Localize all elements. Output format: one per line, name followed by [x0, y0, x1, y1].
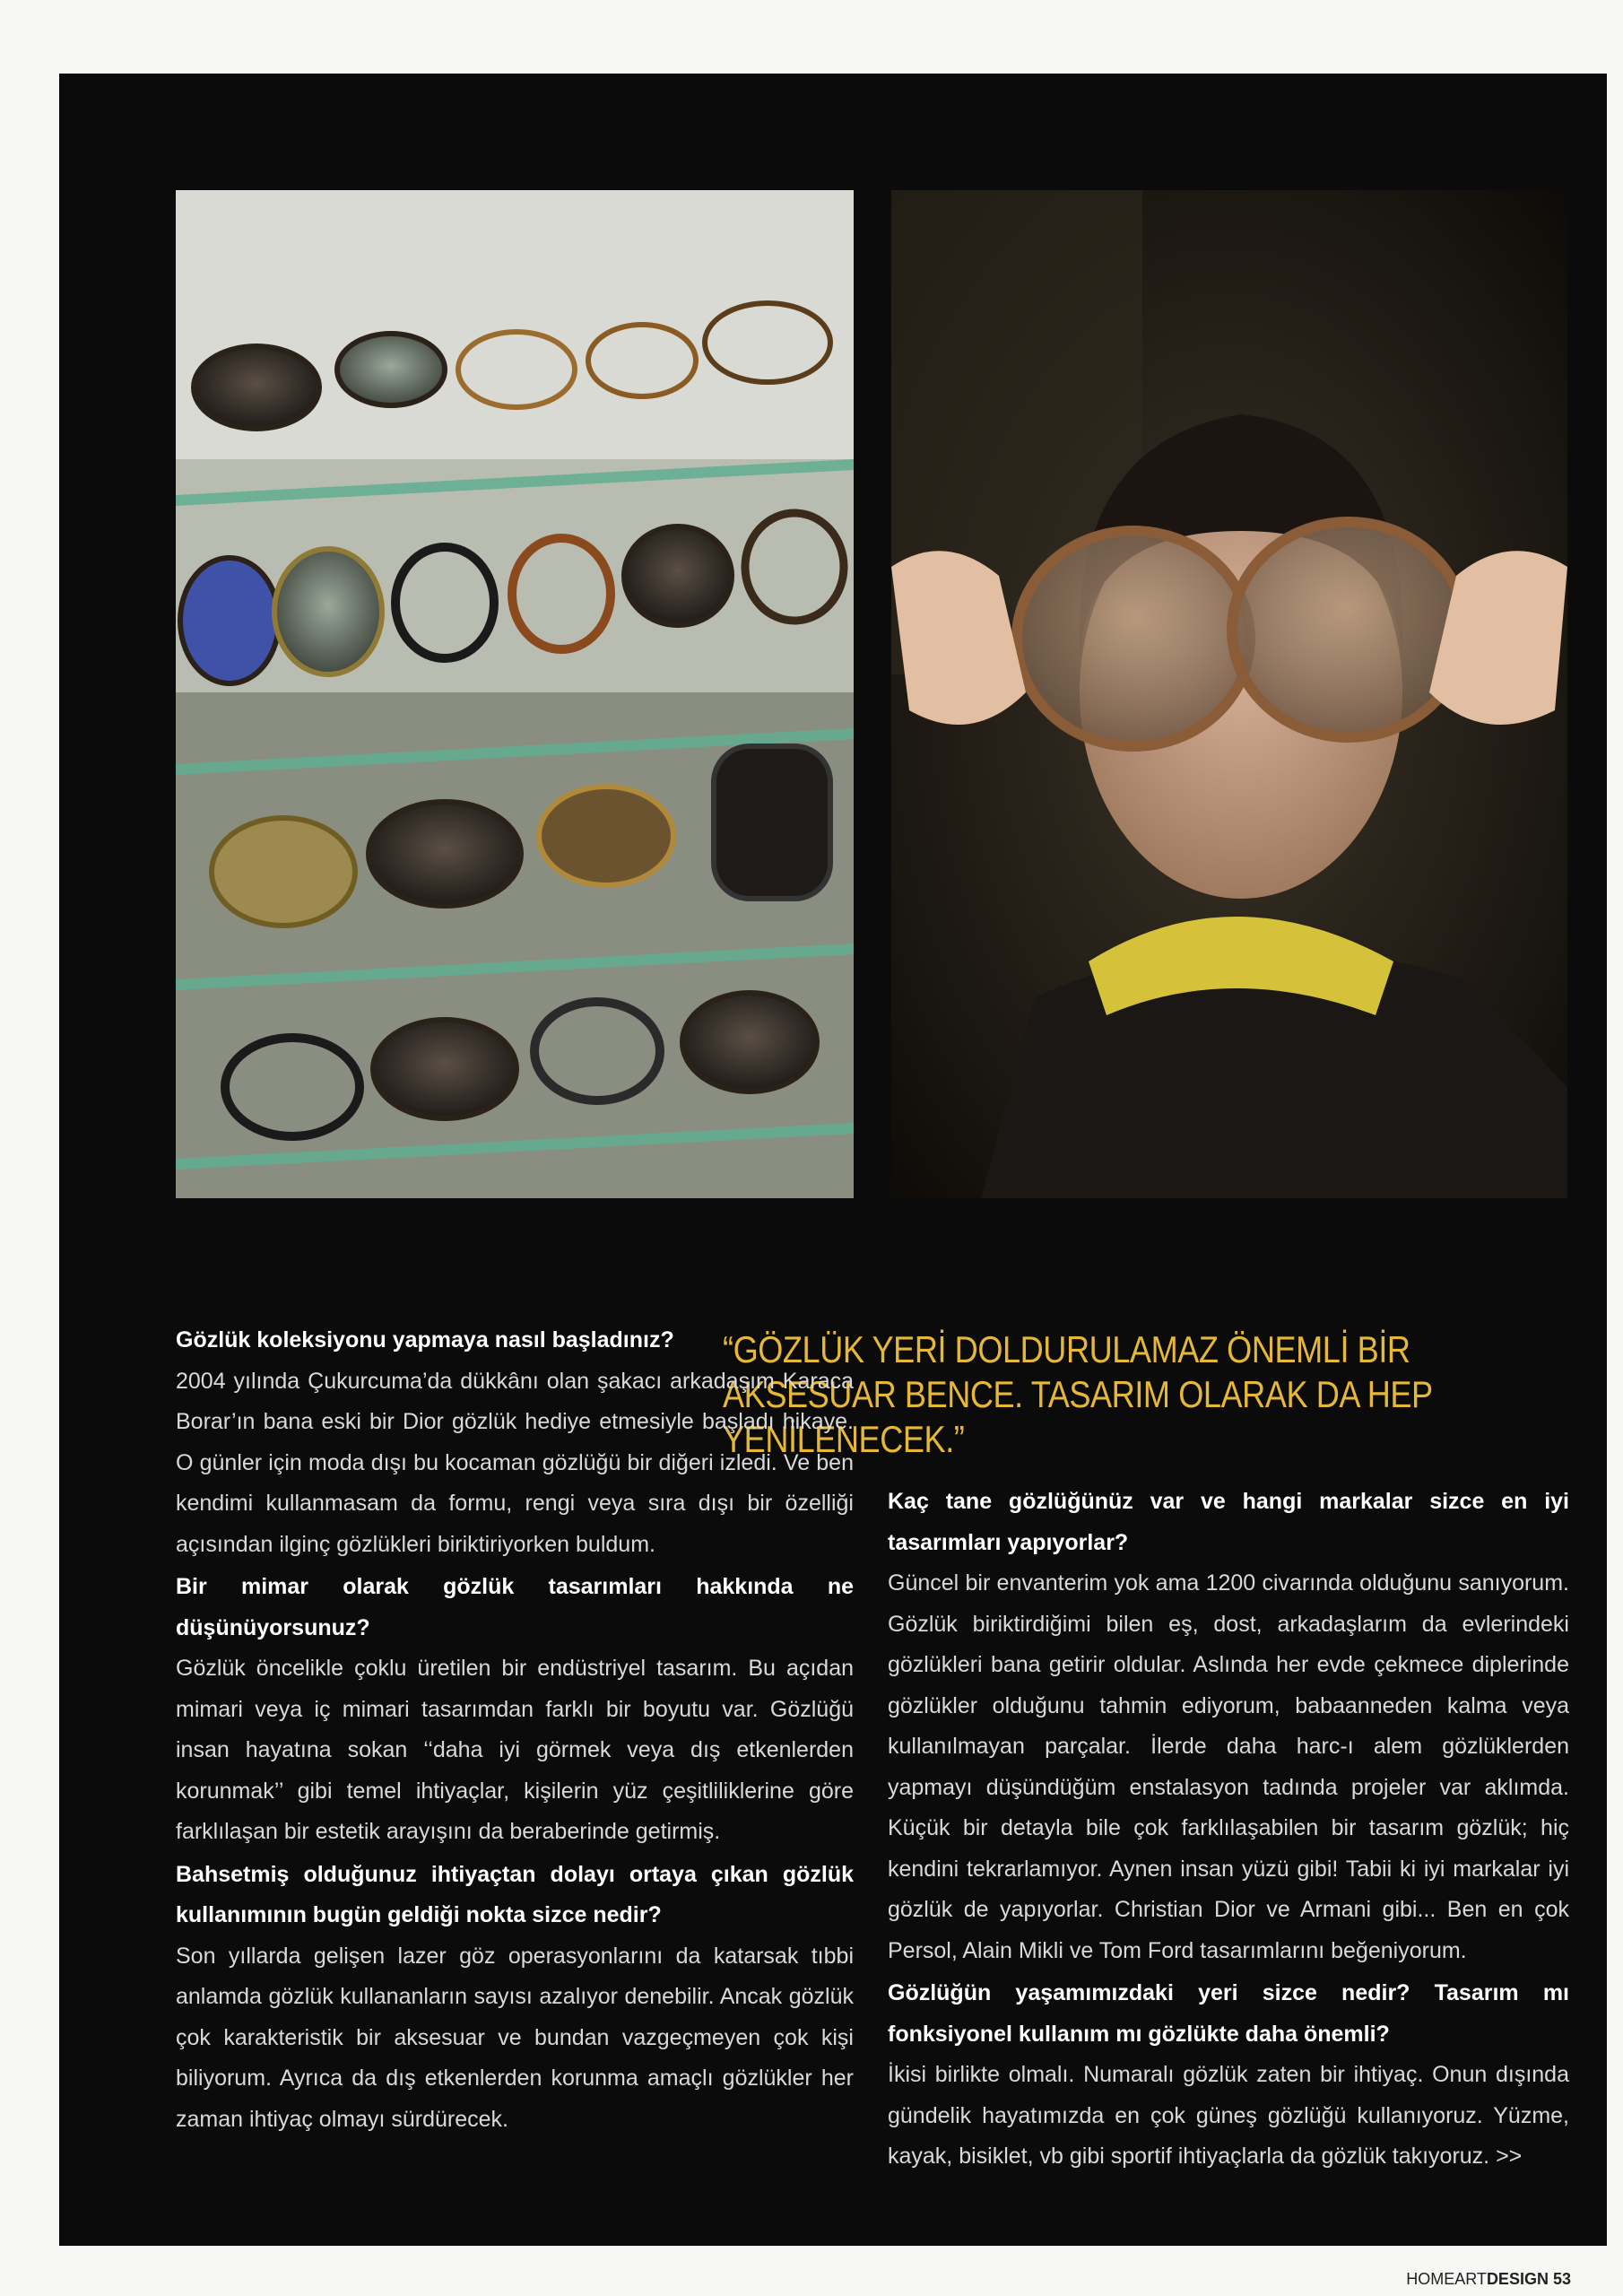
interview-question: Gözlük koleksiyonu yapmaya nasıl başladınız?	[176, 1327, 674, 1352]
interview-answer: Gözlük öncelikle çoklu üretilen bir endüstriyel tasarım. Bu açıdan mimari veya iç mimari tasarımdan farklı bir boyutu var. Gözlüğü insan hayatına sokan ‘‘daha iyi görmek veya dış etkenlerden korunmak’’ gibi temel ihtiyaçlar, kişilerin yüz çeşitliliklerine göre farklılaşan bir estetik arayışını da beraberinde getirmiş.	[176, 1656, 854, 1844]
interview-question: Bir mimar olarak gözlük tasarımları hakkında ne düşünüyorsunuz?	[176, 1574, 854, 1640]
interview-answer: Güncel bir envanterim yok ama 1200 civarında olduğunu sanıyorum. Gözlük biriktirdiğimi bilen eş, dost, arkadaşlarım da evlerindeki gözlükleri bana getirir oldular. Aslında her evde çekmece diplerinde gözlükler olduğunu tahmin ediyorum, babaanneden kalma veya kullanılmayan parçalar. İlerde daha harc-ı alem gözlüklerden yapmayı düşündüğüm enstalasyon tadında projeler var aklımda. Küçük bir detayla bile çok farklılaşabilen bir tasarım gözlük; hiç kendini tekrarlamıyor. Aynen insan yüzü gibi! Tabii ki iyi markalar iyi gözlük de yapıyorlar. Christian Dior ve Armani gibi... Ben en çok Persol, Alain Mikli ve Tom Ford tasarımlarını beğeniyorum.	[888, 1570, 1569, 1963]
interview-question: Gözlüğün yaşamımızdaki yeri sizce nedir? Tasarım mı fonksiyonel kullanım mı gözlükte daha önemli?	[888, 1980, 1569, 2047]
left-text-column	[176, 1318, 854, 2140]
interview-answer: 2004 yılında Çukurcuma’da dükkânı olan şakacı arkadaşım Karaca Borar’ın bana eski bir Dior gözlük hediye etmesiyle başladı hikaye. O günler için moda dışı bu kocaman gözlüğü bir diğeri izledi. Ve ben kendimi kullanmasam da formu, rengi veya sıra dışı bir özelliği açısından ilginç gözlükleri biriktiriyorken buldum.	[176, 1368, 854, 1557]
page-footer	[1406, 2270, 1571, 2289]
interview-answer: Son yıllarda gelişen lazer göz operasyonlarını da katarsak tıbbi anlamda gözlük kullananların sayısı azalıyor denebilir. Ancak gözlük çok karakteristik bir aksesuar ve bundan vazgeçmeyen çok kişi biliyorum. Ayrıca da dış etkenlerden korunma amaçlı gözlükler her zaman ihtiyaç olmayı sürdürecek.	[176, 1943, 854, 2132]
right-text-column	[888, 1480, 1569, 2178]
interview-question: Kaç tane gözlüğünüz var ve hangi markalar sizce en iyi tasarımları yapıyorlar?	[888, 1489, 1569, 1555]
glasses-collection-photo	[176, 190, 854, 1198]
magazine-name-bold: DESIGN	[1486, 2270, 1549, 2288]
pull-quote: “GÖZLÜK YERİ DOLDURULAMAZ ÖNEMLİ BİR AKSESUAR BENCE. TASARIM OLARAK DA HEP YENİLENECEK.”	[723, 1328, 1433, 1460]
interview-question: Bahsetmiş olduğunuz ihtiyaçtan dolayı ortaya çıkan gözlük kullanımının bugün geldiği nokta sizce nedir?	[176, 1861, 854, 1927]
woman-holding-glasses-illustration	[891, 190, 1567, 1198]
interview-answer: İkisi birlikte olmalı. Numaralı gözlük zaten bir ihtiyaç. Onun dışında gündelik hayatımızda en çok güneş gözlüğü kullanıyoruz. Yüzme, kayak, bisiklet, vb gibi sportif ihtiyaçlarla da gözlük takıyoruz. >>	[888, 2062, 1569, 2169]
page-number: 53	[1552, 2270, 1571, 2288]
magazine-name-light: HOMEART	[1406, 2270, 1487, 2288]
portrait-photo	[891, 190, 1567, 1198]
glasses-shelves-illustration	[176, 190, 854, 1198]
